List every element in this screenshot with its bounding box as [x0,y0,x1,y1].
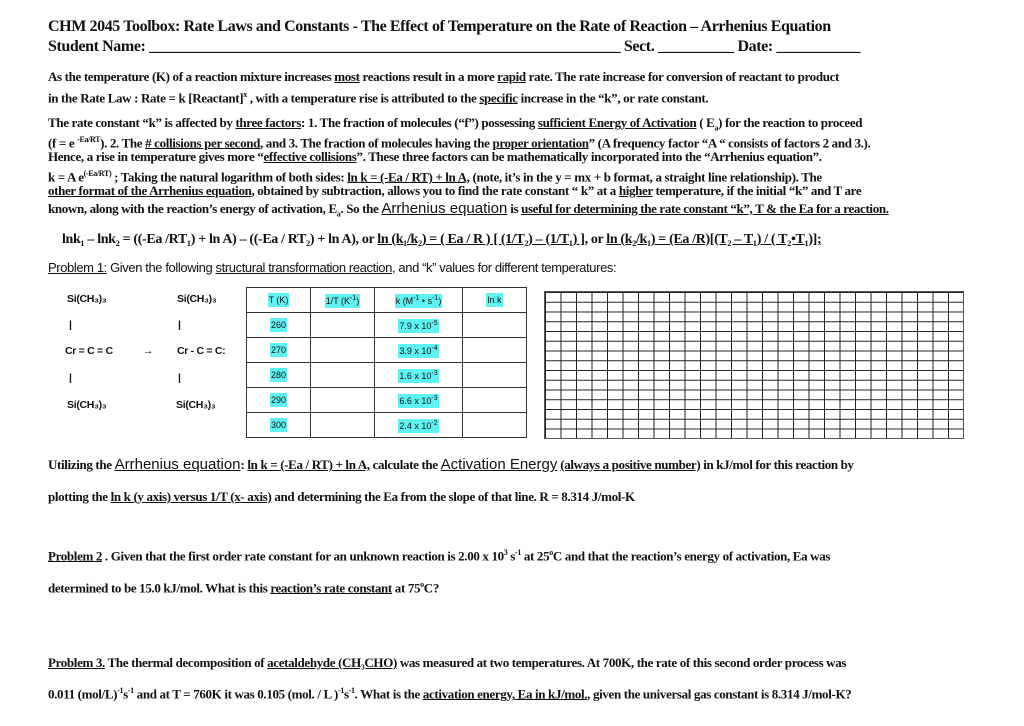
problem-2-text [48,577,439,596]
reactant-bond: | [69,372,72,384]
header-text: • s [419,295,433,306]
factors-paragraph [48,183,861,199]
utilizing-instructions [48,457,854,473]
product-bond: | [178,319,181,331]
text-segment: in kJ/mol for this reaction by [700,457,854,472]
reactant-middle: Cr = C = C [65,345,113,357]
text-segment: The thermal decomposition of [104,655,268,670]
table-row [247,313,527,338]
rate-constant-mantissa: 1.6 x 10 [399,370,432,381]
text-segment: Activation Energy [440,456,558,473]
cell-ln-k[interactable] [463,313,527,338]
rate-constant-mantissa: 3.9 x 10 [399,345,432,356]
text-segment: Hence, a rise in temperature gives more “ [48,149,264,164]
text-segment: -1 [338,686,344,695]
text-segment: other format of the Arrhenius equation [48,183,252,198]
temperature-value: 270 [270,345,287,355]
product-bottom: Si(CH₃)₃ [176,399,216,411]
cell-rate-constant [375,413,463,438]
rate-constant-mantissa: 2.4 x 10 [399,420,432,431]
product-middle: Cr - C = C: [177,345,226,357]
reactant-bond: | [69,319,72,331]
rate-constant-exponent: -3 [431,369,438,377]
arrhenius-two-point-equation [62,232,821,248]
table-row [247,388,527,413]
text-segment: known, along with the reaction’s energy of activation, E [48,201,337,216]
cell-inverse-temperature[interactable] [311,363,375,388]
rate-constant-exponent: -4 [431,344,438,352]
header-exp: -1 [432,294,439,302]
text-segment: was measured at two temperatures. At 700K, the rate of this second order process was [396,655,847,670]
text-segment: ” (A frequency factor “A “ consists of factors 2 and 3.). [588,135,871,151]
student-info-line[interactable] [48,39,860,55]
rate-constant-value [398,344,438,358]
text-segment: ln (k₂/k₁) = (Ea /R)[(T₂ – T₁) / ( T₂•T₁)]; [606,232,822,247]
text-segment: temperature, if the initial “k” and T are [652,183,862,198]
header-inverse-temperature [325,294,361,308]
text-segment: reactions result in a more [359,69,498,84]
header-rate-constant [395,294,443,308]
text-segment: # collisions per second [145,135,260,151]
factors-paragraph [48,149,822,165]
reactant-top: Si(CH₃)₃ [67,293,107,305]
cell-ln-k[interactable] [463,413,527,438]
rate-constant-exponent: -5 [431,319,438,327]
text-segment: ln k (y axis) versus 1/T (x- axis) [110,489,272,504]
text-segment: C and that the reaction’s energy of activation, Ea was [552,548,831,564]
table-row [247,413,527,438]
cell-inverse-temperature[interactable] [311,388,375,413]
text-segment: Arrhenius equation [381,200,508,217]
text-segment: ; Taking the natural logarithm of both sides: [111,169,348,185]
text-segment: -Ea/RT [77,135,101,144]
text-segment: o [420,580,424,589]
temperature-value: 290 [270,395,287,405]
text-segment: -1 [515,548,521,557]
text-segment: k = A e [48,169,84,185]
cell-rate-constant [375,338,463,363]
text-segment: s [343,686,349,702]
text-segment: 0.011 (mol/L) [48,686,118,702]
text-segment: useful for determining the rate constant “k”, T & the Ea for a reaction. [521,201,889,216]
text-segment: . Given that the first order rate constant for an unknown reaction is 2.00 x 10 [102,548,504,564]
text-segment: determined to be 15.0 kJ/mol. What is this [48,580,271,596]
temperature-value: 300 [270,420,287,430]
cell-inverse-temperature[interactable] [311,313,375,338]
reaction-arrow-icon: → [143,345,154,357]
text-segment: ) for the reaction to proceed [718,115,863,130]
text-segment: : 1. The fraction of molecules (“f”) possessing [301,115,538,130]
intro-paragraph [48,87,708,106]
text-segment: at 25 [520,548,550,564]
text-segment: calculate the [369,457,441,472]
text-segment: at 75 [391,580,421,596]
text-segment: (note, it’s in the y = mx + b format, a straight line relationship). The [469,169,822,185]
product-top: Si(CH₃)₃ [177,293,217,305]
text-segment: (f = e [48,135,78,151]
cell-rate-constant [375,363,463,388]
text-segment: Problem 3. [48,655,105,670]
text-segment: structural transformation reaction [215,260,392,275]
plotting-instructions [48,489,635,505]
text-segment: s [123,686,128,702]
rate-constant-value [398,394,438,408]
text-segment: and at T = 760K it was 0.105 (mol. / L ) [133,686,338,702]
cell-ln-k[interactable] [463,388,527,413]
text-segment: ). 2. The [100,135,146,151]
text-segment: rapid [497,69,526,84]
problem-3-text [48,683,851,702]
cell-temperature [247,413,311,438]
cell-rate-constant [375,313,463,338]
text-segment: higher [618,183,653,198]
text-segment: , and “k” values for different temperatures: [391,260,617,275]
cell-temperature [247,388,311,413]
header-temperature: T (K) [268,295,289,305]
cell-inverse-temperature[interactable] [311,338,375,363]
cell-ln-k[interactable] [463,363,527,388]
text-segment: s [507,548,516,564]
text-segment: Problem 2 [48,548,103,564]
text-segment: increase in the “k”, or rate constant. [517,90,709,106]
text-segment: The rate constant “k” is affected by [48,115,236,130]
text-segment: , with a temperature rise is attributed to the [246,90,480,106]
problem-1-heading [48,260,616,276]
table-header-row [247,288,527,313]
rate-constant-mantissa: 6.6 x 10 [399,395,432,406]
header-exp: -1 [350,294,357,302]
text-segment: and determining the Ea from the slope of that line. R = 8.314 J/mol-K [271,489,635,504]
rate-constant-exponent: -3 [431,394,438,402]
text-segment: acetaldehyde (CH₃CHO) [267,655,397,670]
text-segment: . So the [340,201,382,216]
factors-paragraph [48,201,889,223]
text-segment: activation energy, Ea in kJ/mol. [422,686,588,702]
text-segment: Utilizing the [48,457,115,472]
text-segment: three factors [235,115,302,130]
text-segment: is [507,201,522,216]
document-title [48,19,831,35]
text-segment: in the Rate Law : Rate = k [Reactant] [48,90,244,106]
cell-temperature [247,338,311,363]
text-segment: -1 [117,686,124,695]
rate-constant-value [398,319,438,333]
header-text: ) [438,295,442,306]
intro-paragraph [48,69,839,85]
rate-constant-table [246,287,527,438]
text-segment: ln k = (-Ea / RT) + ln A, [247,457,370,472]
cell-temperature [247,313,311,338]
cell-ln-k[interactable] [463,338,527,363]
temperature-value: 280 [270,370,287,380]
text-segment: ln k = (-Ea / RT) + ln A, [347,169,470,185]
text-segment: a [714,123,719,133]
text-segment: effective collisions [263,149,357,164]
graph-paper-grid[interactable] [544,291,964,439]
text-segment: C? [423,580,439,596]
text-segment: , given the universal gas constant is 8.314 J/mol-K? [587,686,852,702]
text-segment: , or [584,232,607,247]
text-segment: a [336,209,341,219]
table-row [247,363,527,388]
header-ln-k: ln k [487,295,502,305]
cell-inverse-temperature[interactable] [311,413,375,438]
table-row [247,338,527,363]
text-segment: , obtained by subtraction, allows you to find the rate constant “ k” at a [251,183,619,198]
cell-rate-constant [375,388,463,413]
text-segment: o [549,548,553,557]
text-segment: sufficient Energy of Activation [537,115,697,130]
text-segment: lnk₁ – lnk₂ = ((-Ea /RT₁) + ln A) – ((-Ea / RT₂) + ln A), or [62,232,378,247]
text-segment: -1 [348,686,355,695]
text-segment: ( E [696,115,715,130]
text-segment: CHM 2045 Toolbox: Rate Laws and Constants - The Effect of Temperature on the Rate of Reaction – Arrhenius Equation [48,18,831,35]
text-segment: x [243,90,247,99]
header-exp: -1 [413,294,420,302]
problem-3-text [48,655,846,671]
rate-constant-mantissa: 7.9 x 10 [399,320,432,331]
header-text: ) [356,295,360,306]
text-segment: (always a positive number) [560,457,701,472]
text-segment: plotting the [48,489,111,504]
rate-constant-exponent: -2 [431,419,438,427]
rate-constant-value [398,369,438,383]
text-segment: : [240,457,248,472]
text-segment: Student Name: ______________________________________________________________ Sect. __________ Date: ___________ [48,38,861,55]
text-segment: ”. These three factors can be mathematically incorporated into the “Arrhenius equation”. [356,149,822,164]
text-segment: -1 [127,686,134,695]
text-segment: specific [479,90,518,106]
cell-temperature [247,363,311,388]
text-segment: 3 [503,548,508,557]
product-bond: | [178,372,181,384]
text-segment: ln (k₁/k₂) = ( Ea / R ) [ (1/T₂) – (1/T₁) ] [377,232,585,247]
text-segment: , and 3. The fraction of molecules having the [260,135,493,151]
text-segment: reaction’s rate constant [270,580,392,596]
text-segment: . What is the [354,686,423,702]
text-segment: most [334,69,360,84]
text-segment: Given the following [106,260,216,275]
header-text: 1/T (K [325,295,351,306]
header-text: k (M [395,295,414,306]
text-segment: (-Ea/RT) [83,169,112,178]
rate-constant-value [398,419,438,433]
reactant-bottom: Si(CH₃)₃ [67,399,107,411]
text-segment: As the temperature (K) of a reaction mixture increases [48,69,335,84]
text-segment: rate. The rate increase for conversion of reactant to product [525,69,839,84]
text-segment: Arrhenius equation [114,456,241,473]
problem-2-text [48,545,830,564]
temperature-value: 260 [270,320,287,330]
text-segment: Problem 1: [48,260,107,275]
text-segment: proper orientation [492,135,589,151]
